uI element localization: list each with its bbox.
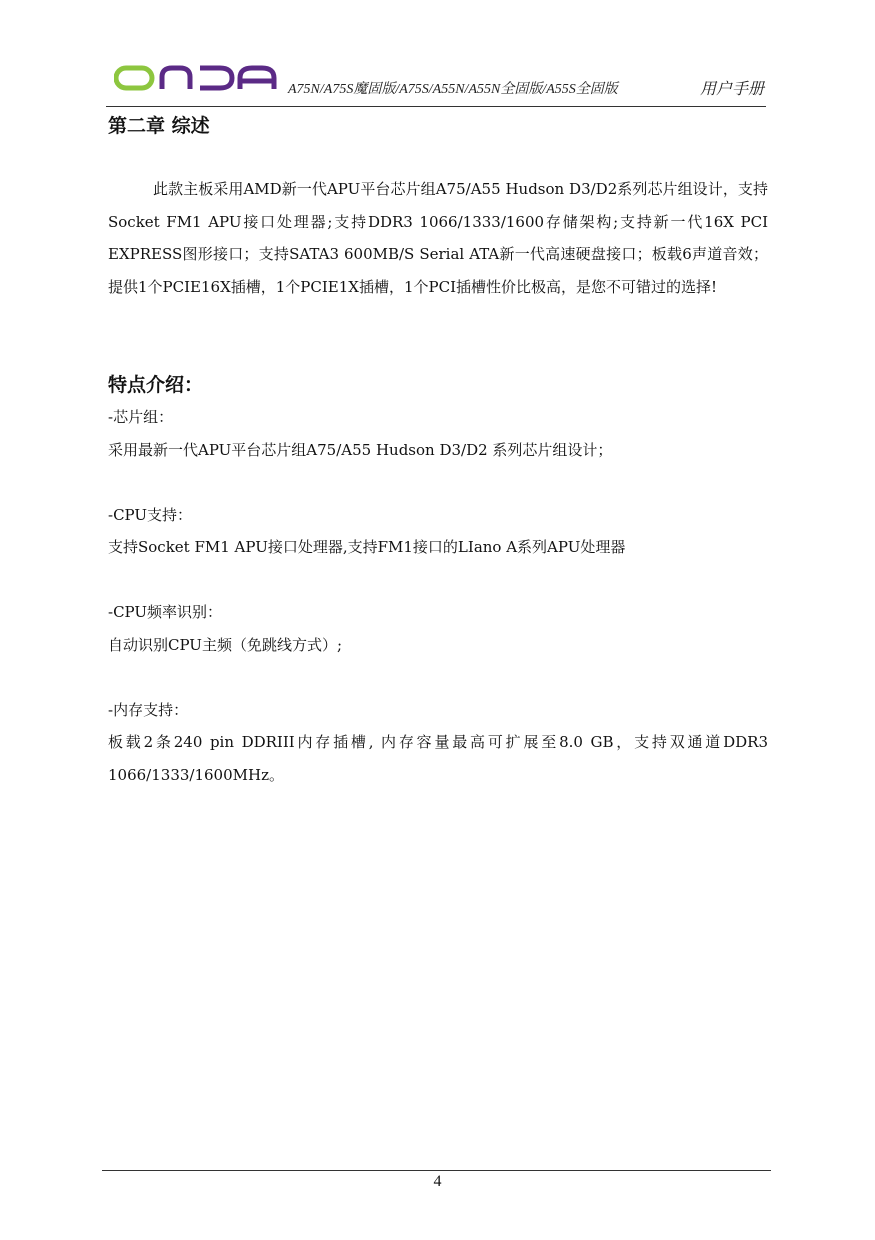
page-header	[106, 60, 766, 107]
features-title: 特点介绍：	[108, 374, 204, 396]
feature-chipset	[108, 401, 768, 466]
intro-paragraph: 此款主板采用AMD新一代APU平台芯片组A75/A55 Hudson D3/D2系列芯片组设计，支持Socket FM1 APU接口处理器;支持DDR3 1066/1333/1600存储架构;支持新一代16X PCI EXPRESS图形接口；支持SATA3 600MB/S Serial ATA新一代高速硬盘接口；板载6声道音效；提供1个PCIE16X插槽，1个PCIE1X插槽，1个PCI插槽性价比极高，是您不可错过的选择!	[108, 180, 768, 296]
feature-cpu-frequency	[108, 596, 768, 661]
feature-label: -芯片组：	[108, 408, 174, 426]
header-manual-title: 用户手册	[699, 79, 764, 98]
feature-cpu-support	[108, 499, 768, 564]
footer-divider	[102, 1170, 771, 1171]
feature-description: 支持Socket FM1 APU接口处理器,支持FM1接口的LIano A系列APU处理器	[108, 538, 626, 556]
features-list	[108, 401, 768, 824]
feature-description: 自动识别CPU主频（免跳线方式）;	[108, 635, 343, 654]
feature-description: 采用最新一代APU平台芯片组A75/A55 Hudson D3/D2 系列芯片组设计；	[108, 440, 613, 459]
feature-label: -CPU支持：	[108, 505, 193, 524]
page-number: 4	[433, 1173, 442, 1190]
feature-description: 板载2条240 pin DDRIII内存插槽, 内存容量最高可扩展至8.0 GB，支持双通道DDR3 1066/1333/1600MHz。	[108, 733, 768, 784]
header-models: A75N/A75S魔固版/A75S/A55N/A55N全固版/A55S全固版	[288, 82, 618, 97]
feature-label: -内存支持：	[108, 700, 189, 719]
feature-memory-support	[108, 694, 768, 792]
feature-label: -CPU频率识别：	[108, 603, 223, 621]
onda-logo	[114, 65, 278, 91]
chapter-title: 第二章 综述	[108, 115, 210, 137]
